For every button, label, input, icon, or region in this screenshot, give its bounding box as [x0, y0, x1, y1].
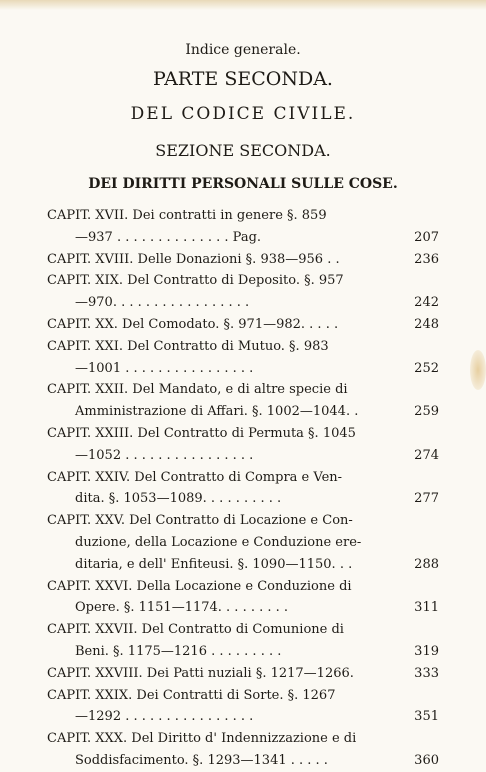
toc-entry-text: CAPIT. XXV. Del Contratto di Locazione e Con- — [47, 513, 353, 529]
toc-entry-text: Amministrazione di Affari. §. 1002—1044. . — [75, 404, 359, 420]
toc-entry-text: CAPIT. XVIII. Delle Donazioni §. 938—956 . . — [47, 251, 340, 267]
toc-entry-text: duzione, della Locazione e Conduzione ere- — [75, 534, 362, 550]
toc-line — [47, 576, 439, 598]
toc-page-number: 311 — [414, 600, 439, 616]
toc-page-number: 277 — [414, 491, 439, 507]
toc-entry-text: Beni. §. 1175—1216 . . . . . . . . . — [75, 643, 282, 659]
toc-entry-text: CAPIT. XXIV. Del Contratto di Compra e Ven- — [47, 469, 343, 485]
toc-line — [47, 467, 439, 489]
toc-entry-text: CAPIT. XXII. Del Mandato, e di altre specie di — [47, 382, 348, 398]
toc-page-number: 207 — [414, 229, 439, 245]
toc-line — [47, 619, 439, 641]
toc-page-number: 242 — [414, 295, 439, 311]
toc-entry-text: Soddisfacimento. §. 1293—1341 . . . . . — [75, 752, 328, 768]
part-title: PARTE SECONDA. — [153, 68, 333, 90]
running-head: Indice generale. — [185, 42, 301, 58]
toc-entry-text: CAPIT. XXI. Del Contratto di Mutuo. §. 983 — [47, 338, 329, 354]
toc-line — [47, 445, 439, 467]
toc-line — [47, 336, 439, 358]
toc-page-number: 274 — [414, 447, 439, 463]
toc-entry-text: CAPIT. XXIX. Dei Contratti di Sorte. §. 1267 — [47, 687, 336, 703]
toc-line — [47, 554, 439, 576]
toc-line — [47, 314, 439, 336]
toc-line — [47, 706, 439, 728]
toc-line — [47, 488, 439, 510]
toc-line — [47, 205, 439, 227]
toc-line — [47, 358, 439, 380]
book-title: DEL CODICE CIVILE. — [130, 104, 356, 124]
toc-entry-text: CAPIT. XXVIII. Dei Patti nuziali §. 1217—1266. — [47, 665, 354, 681]
toc-entry-text: —1292 . . . . . . . . . . . . . . . . — [75, 709, 254, 725]
toc-page-number: 333 — [414, 665, 439, 681]
toc-page-number: 248 — [414, 316, 439, 332]
toc-line — [47, 750, 439, 772]
toc-line — [47, 532, 439, 554]
toc-line — [47, 685, 439, 707]
toc-entry-text: CAPIT. XX. Del Comodato. §. 971—982. . . . . — [47, 316, 339, 332]
toc-entry-text: CAPIT. XXVII. Del Contratto di Comunione di — [47, 622, 344, 638]
toc-line — [47, 292, 439, 314]
toc-line — [47, 663, 439, 685]
paper-stain-top — [0, 0, 486, 10]
toc-entry-text: —1052 . . . . . . . . . . . . . . . . — [75, 447, 254, 463]
toc-page-number: 259 — [414, 404, 439, 420]
toc-line — [47, 227, 439, 249]
subsection-title: DEI DIRITTI PERSONALI SULLE COSE. — [88, 176, 398, 192]
toc-line — [47, 270, 439, 292]
toc-line — [47, 597, 439, 619]
toc-entry-text: —937 . . . . . . . . . . . . . . Pag. — [75, 229, 262, 245]
toc-entry-text: dita. §. 1053—1089. . . . . . . . . . — [75, 491, 282, 507]
paper-stain-right — [470, 350, 486, 390]
toc-entry-text: —1001 . . . . . . . . . . . . . . . . — [75, 360, 254, 376]
toc-page-number: 236 — [414, 251, 439, 267]
toc-page-number: 319 — [414, 643, 439, 659]
toc-entry-text: ditaria, e dell' Enfiteusi. §. 1090—1150. . . — [75, 556, 353, 572]
toc-entry-text: CAPIT. XXVI. Della Locazione e Conduzione di — [47, 578, 352, 594]
toc-entry-text: Opere. §. 1151—1174. . . . . . . . . — [75, 600, 289, 616]
toc-line — [47, 379, 439, 401]
toc-entry-text: CAPIT. XXIII. Del Contratto di Permuta §. 1045 — [47, 425, 356, 441]
section-title: SEZIONE SECONDA. — [155, 141, 331, 160]
toc-line — [47, 510, 439, 532]
toc-entry-text: CAPIT. XVII. Dei contratti in genere §. 859 — [47, 208, 327, 223]
toc-page-number: 351 — [414, 709, 439, 725]
toc-entry-text: CAPIT. XIX. Del Contratto di Deposito. §. 957 — [47, 273, 344, 289]
toc-line — [47, 401, 439, 423]
toc-page-number: 288 — [414, 556, 439, 572]
toc-line — [47, 249, 439, 271]
toc-line — [47, 641, 439, 663]
toc-page-number: 252 — [414, 360, 439, 376]
toc-entry-text: —970. . . . . . . . . . . . . . . . . — [75, 295, 250, 311]
toc-entry-text: CAPIT. XXX. Del Diritto d' Indennizzazione e di — [47, 731, 357, 747]
toc-line — [47, 423, 439, 445]
toc-line — [47, 728, 439, 750]
toc-page-number: 360 — [414, 752, 439, 768]
table-of-contents — [47, 205, 439, 772]
